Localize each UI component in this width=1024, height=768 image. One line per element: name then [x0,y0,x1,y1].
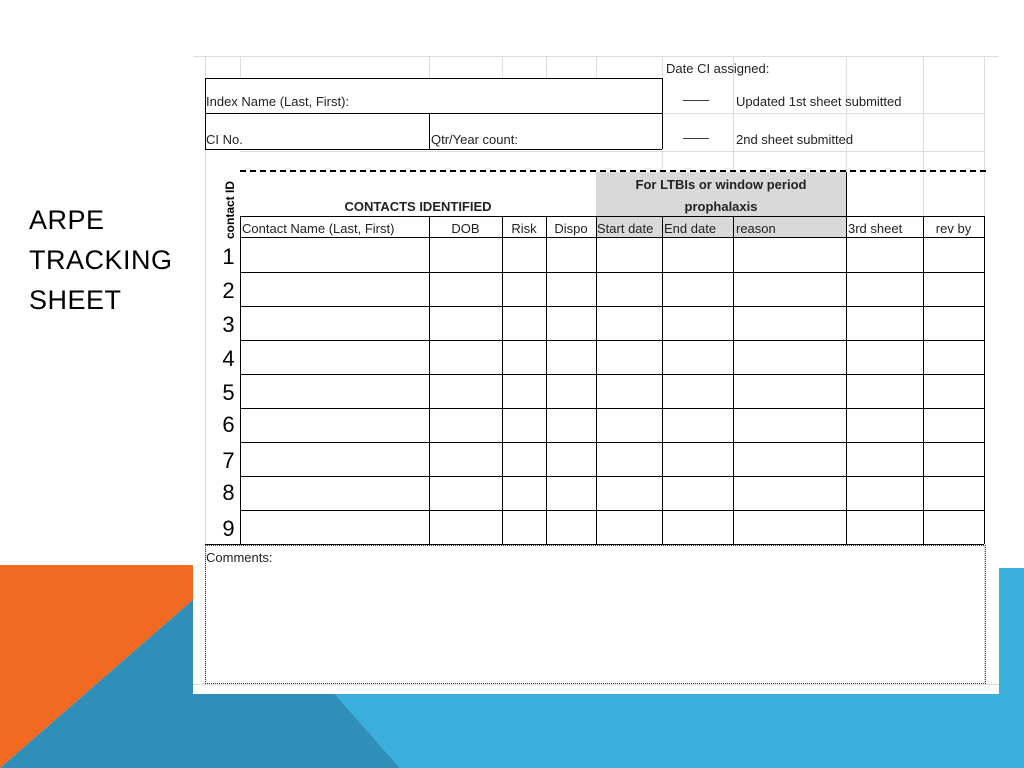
border-line [240,216,241,544]
border-line [205,78,662,79]
border-line [429,113,430,149]
border-line [240,216,984,217]
border-line [923,216,924,544]
comments-box [205,545,986,684]
border-line [240,442,984,443]
border-line [240,237,984,238]
title-line-3: SHEET [29,285,122,315]
index-name-label: Index Name (Last, First): [206,94,350,109]
border-line [846,172,847,544]
title-line-2: TRACKING [29,245,173,275]
border-line [546,216,547,544]
title-line-1: ARPE [29,205,105,235]
gridline [240,56,241,78]
gridline [662,151,984,152]
border-line [240,272,984,273]
ltbi-header-line2: prophalaxis [684,199,758,214]
col-start-date: Start date [597,221,654,236]
border-line [240,374,984,375]
qtr-year-label: Qtr/Year count: [431,132,518,147]
gridline [596,56,597,78]
border-line [662,78,663,149]
border-line [205,113,662,114]
gridline [193,684,999,685]
tracking-sheet [193,48,999,694]
border-line [240,510,984,511]
row-number: 4 [222,346,235,371]
ltbi-header-line1: For LTBIs or window period [635,177,807,192]
comments-label: Comments: [206,550,273,565]
updated-sheet-label: Updated 1st sheet submitted [736,94,902,109]
col-reason: reason [736,221,776,236]
col-dispo: Dispo [554,221,588,236]
row-number: 7 [222,448,235,473]
row-number: 9 [222,516,235,541]
gridline [240,151,662,152]
contacts-identified-label: CONTACTS IDENTIFIED [344,199,492,214]
border-line [240,306,984,307]
col-end-date: End date [664,221,717,236]
date-assigned-label: Date CI assigned: [666,61,770,76]
border-line [984,216,985,544]
row-number: 2 [222,278,235,303]
border-line [240,408,984,409]
border-line [240,476,984,477]
gridline [662,113,984,114]
row-number: 8 [222,480,235,505]
col-contact-name: Contact Name (Last, First) [242,221,395,236]
row-number: 3 [222,312,235,337]
col-dob: DOB [451,221,480,236]
col-rev-by: rev by [935,221,972,236]
border-line [662,216,663,544]
col-3rd-sheet: 3rd sheet [848,221,903,236]
border-line [240,340,984,341]
border-line [733,216,734,544]
contact-id-label: contact ID [223,181,237,240]
gridline [546,56,547,78]
col-risk: Risk [511,221,537,236]
gridline [502,56,503,78]
gridline [429,56,430,78]
border-line [205,149,662,150]
row-number: 1 [222,244,235,269]
slide-title [29,200,189,320]
border-line [596,216,597,544]
gridline [923,56,924,216]
blank-mark-2: —— [683,130,709,145]
row-number: 5 [222,380,235,405]
blank-mark-1: —— [683,92,709,107]
dashed-separator [240,170,986,172]
second-sheet-label: 2nd sheet submitted [736,132,854,147]
border-line [502,216,503,544]
ci-no-label: CI No. [206,132,243,147]
border-line [429,216,430,544]
row-number: 6 [222,412,235,437]
